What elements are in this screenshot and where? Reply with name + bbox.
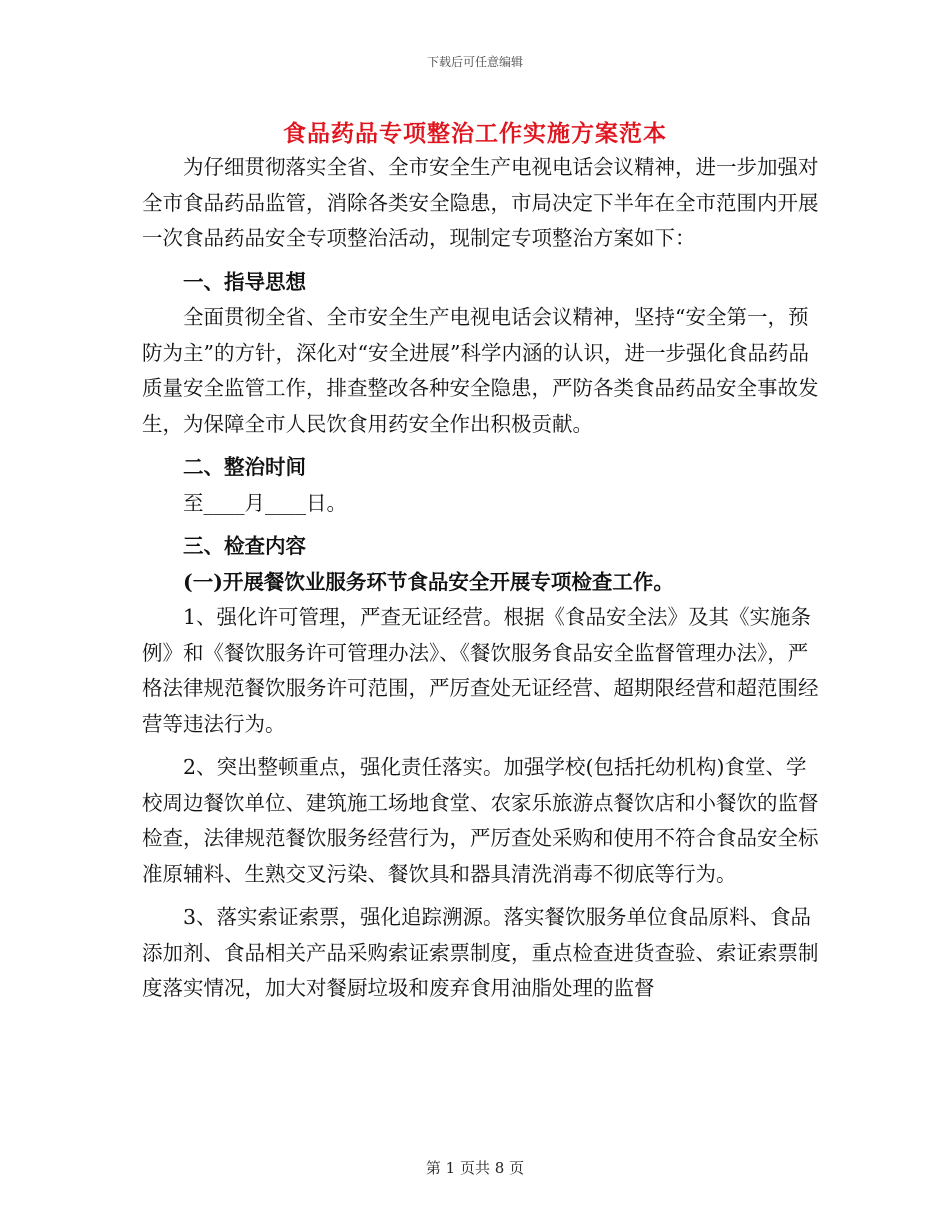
list-item-3: 3、落实索证索票，强化追踪溯源。落实餐饮服务单位食品原料、食品添加剂、食品相关产品采购索证索票制度，重点检查进货查验、索证索票制度落实情况，加大对餐厨垃圾和废弃食用油脂处理的监督 <box>142 905 819 1000</box>
document-body <box>142 150 822 1007</box>
subsection-heading-catering: (一)开展餐饮业服务环节食品安全开展专项检查工作。 <box>183 569 674 594</box>
rectification-time-paragraph: 至____月____日。 <box>183 490 347 515</box>
section-heading-rectification-time: 二、整治时间 <box>183 455 306 479</box>
page-number-footer: 第 1 页共 8 页 <box>425 1159 525 1177</box>
document-title: 食品药品专项整治工作实施方案范本 <box>283 120 667 147</box>
intro-paragraph: 为仔细贯彻落实全省、全市安全生产电视电话会议精神，进一步加强对全市食品药品监管，消除各类安全隐患，市局决定下半年在全市范围内开展一次食品药品安全专项整治活动，现制定专项整治方案如下： <box>142 155 819 250</box>
list-item-1: 1、强化许可管理，严查无证经营。根据《食品安全法》及其《实施条例》和《餐饮服务许可管理办法》、《餐饮服务食品安全监督管理办法》，严格法律规范餐饮服务许可范围，严厉查处无证经营、超期限经营和超范围经营等违法行为。 <box>142 605 819 736</box>
guiding-ideology-paragraph: 全面贯彻全省、全市安全生产电视电话会议精神，坚持“安全第一，预防为主”的方针，深化对“安全进展”科学内涵的认识，进一步强化食品药品质量安全监管工作，排查整改各种安全隐患，严防各类食品药品安全事故发生，为保障全市人民饮食用药安全作出积极贡献。 <box>142 305 819 436</box>
section-heading-guiding-ideology: 一、指导思想 <box>183 269 306 294</box>
list-item-2: 2、突出整顿重点，强化责任落实。加强学校(包括托幼机构)食堂、学校周边餐饮单位、建筑施工场地食堂、农家乐旅游点餐饮店和小餐饮的监督检查，法律规范餐饮服务经营行为，严厉查处采购和使用不符合食品安全标准原辅料、生熟交叉污染、餐饮具和器具清洗消毒不彻底等行为。 <box>142 755 819 886</box>
page-header-note: 下载后可任意编辑 <box>426 55 523 69</box>
section-heading-inspection-content: 三、检查内容 <box>183 534 306 558</box>
